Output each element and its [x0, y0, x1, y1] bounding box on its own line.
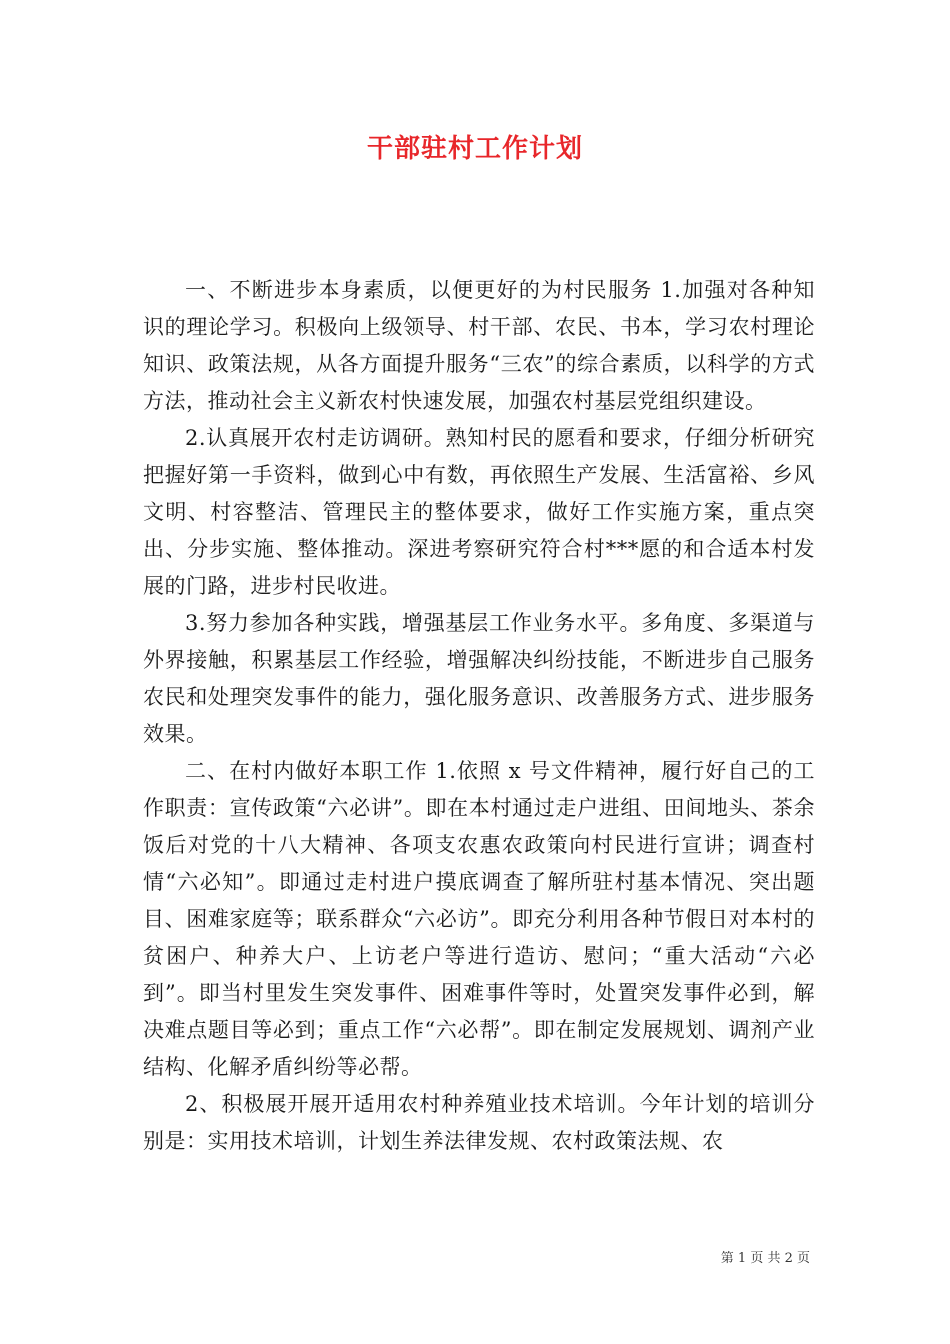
paragraph-2: 2.认真展开农村走访调研。熟知村民的愿看和要求，仔细分析研究把握好第一手资料，做到心中有数，再依照生产发展、生活富裕、乡风文明、村容整洁、管理民主的整体要求，做好工作实施方案，重点突出、分步实施、整体推动。深进考察研究符合村***愿的和合适本村发展的门路，进步村民收进。 — [143, 426, 815, 598]
paragraph-5: 2、积极展开展开适用农村种养殖业技术培训。今年计划的培训分别是：实用技术培训，计划生养法律发规、农村政策法规、农 — [143, 1092, 815, 1153]
paragraph-3: 3.努力参加各种实践，增强基层工作业务水平。多角度、多渠道与外界接触，积累基层工作经验，增强解决纠纷技能，不断进步自己服务农民和处理突发事件的能力，强化服务意识、改善服务方式、进步服务效果。 — [143, 611, 815, 746]
page-title: 干部驻村工作计划 — [366, 134, 583, 164]
page-number-indicator: 第 1 页 共 2 页 — [720, 1251, 810, 1266]
paragraph-1: 一、不断进步本身素质，以便更好的为村民服务 1.加强对各种知识的理论学习。积极向上级领导、村干部、农民、书本，学习农村理论知识、政策法规，从各方面提升服务“三农”的综合素质，以科学的方式方法，推动社会主义新农村快速发展，加强农村基层党组织建设。 — [143, 278, 815, 413]
document-body — [143, 272, 815, 1160]
paragraph-4: 二、在村内做好本职工作 1.依照 x 号文件精神，履行好自己的工作职责：宣传政策“六必讲”。即在本村通过走户进组、田间地头、茶余饭后对党的十八大精神、各项支农惠农政策向村民进行宣讲；调查村情“六必知”。即通过走村进户摸底调查了解所驻村基本情况、突出题目、困难家庭等；联系群众“六必访”。即充分利用各种节假日对本村的贫困户、种养大户、上访老户等进行造访、慰问；“重大活动“六必到”。即当村里发生突发事件、困难事件等时，处置突发事件必到，解决难点题目等必到；重点工作“六必帮”。即在制定发展规划、调剂产业结构、化解矛盾纠纷等必帮。 — [143, 759, 815, 1079]
